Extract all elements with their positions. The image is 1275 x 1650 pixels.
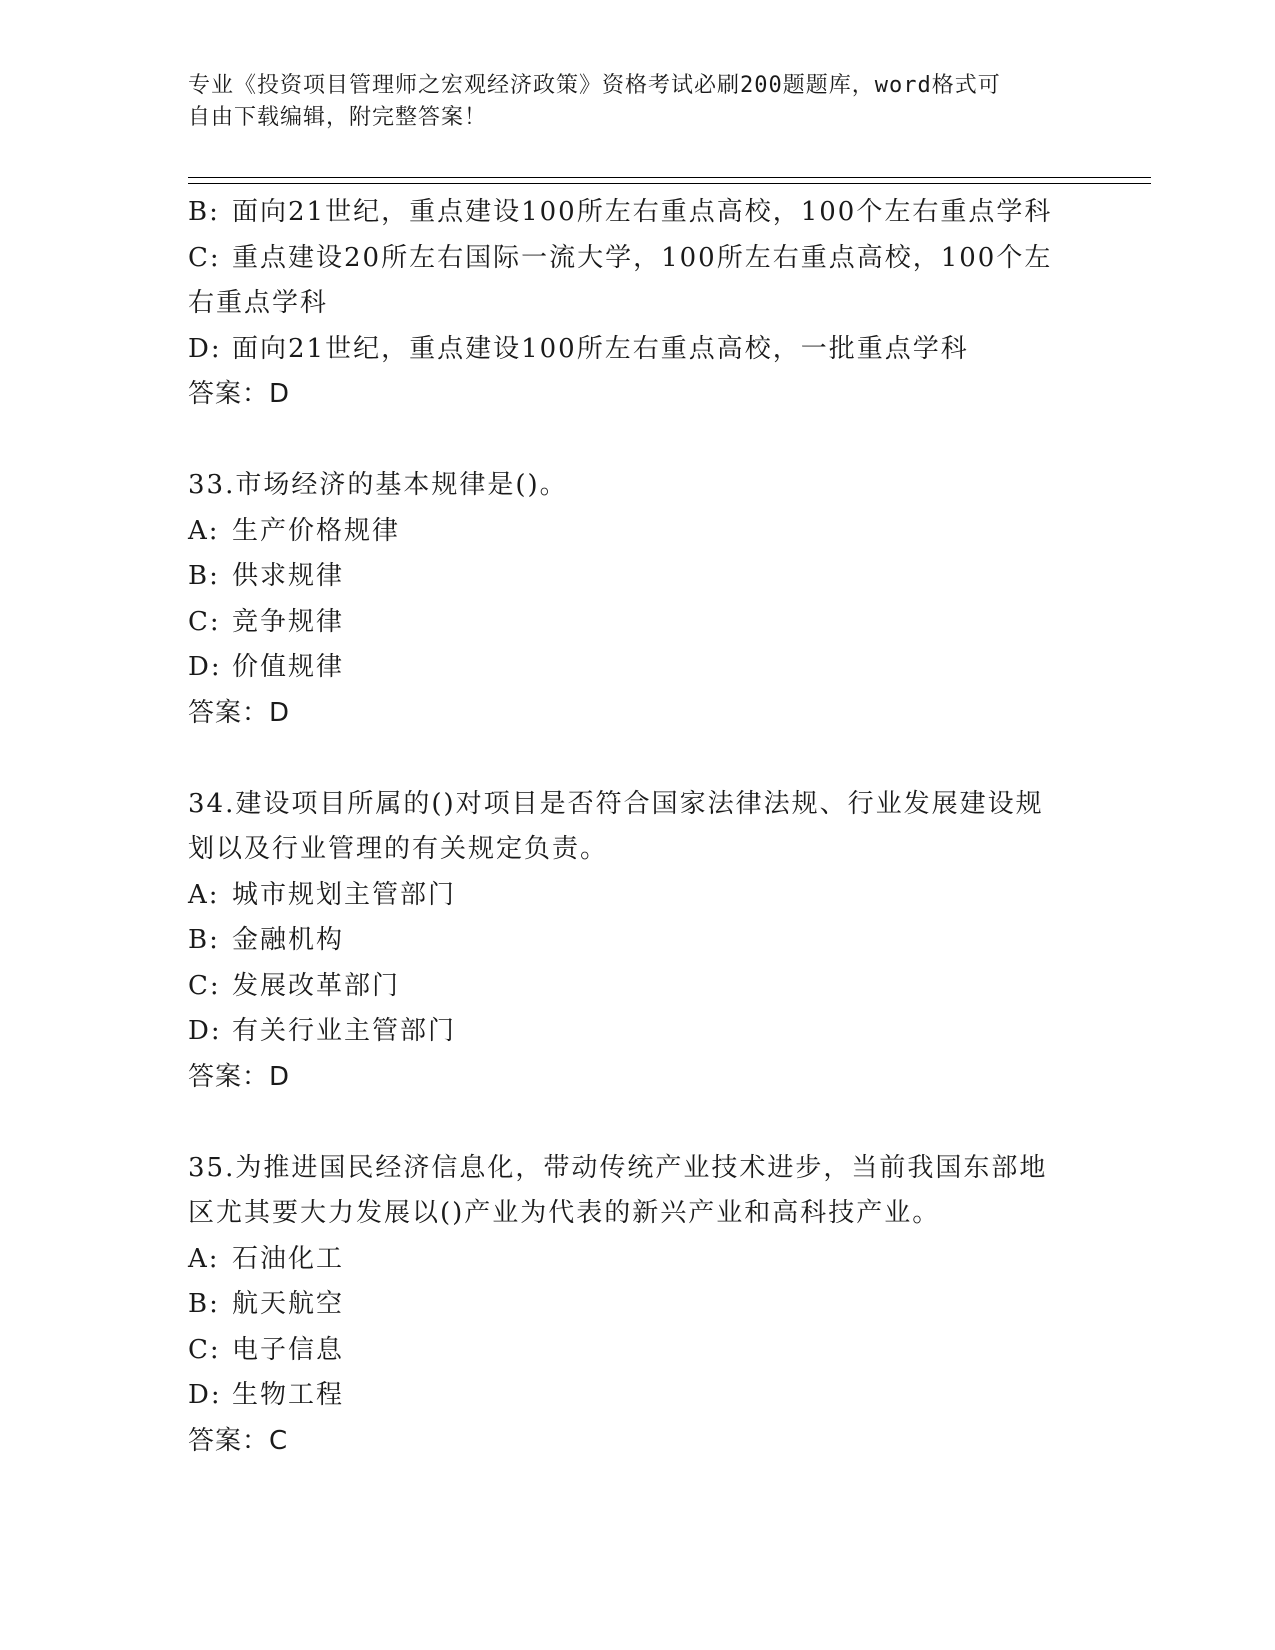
question-stem-line: 34.建设项目所属的()对项目是否符合国家法律法规、行业发展建设规 — [188, 788, 1044, 819]
option-d — [188, 645, 1088, 691]
question-stem-line: 划以及行业管理的有关规定负责。 — [188, 834, 609, 864]
option-text: 面向21世纪，重点建设100所左右重点高校，一批重点学科 — [232, 333, 969, 364]
option-a — [188, 1237, 1088, 1283]
option-key: A: — [188, 879, 220, 910]
question-block-35 — [188, 1146, 1088, 1465]
option-c — [188, 964, 1088, 1010]
option-key: A: — [188, 515, 220, 546]
option-text: 重点建设20所左右国际一流大学，100所左右重点高校，100个左 — [232, 242, 1053, 273]
question-block-34 — [188, 782, 1088, 1101]
answer-value: D — [269, 379, 291, 409]
option-text: 发展改革部门 — [232, 970, 401, 1001]
question-stem — [188, 463, 1088, 509]
option-key: C: — [188, 606, 221, 637]
spacer — [188, 418, 1088, 464]
option-text: 生产价格规律 — [232, 515, 401, 546]
question-list — [188, 190, 1088, 1464]
answer-label: 答案： — [188, 1061, 270, 1092]
question-stem-line: 33.市场经济的基本规律是()。 — [188, 470, 568, 500]
option-text: 生物工程 — [232, 1380, 345, 1410]
option-d — [188, 327, 1088, 373]
answer-label: 答案： — [188, 379, 270, 409]
option-text: 面向21世纪，重点建设100所左右重点高校，100个左右重点学科 — [232, 197, 1053, 227]
option-text: 石油化工 — [232, 1243, 345, 1274]
answer-label: 答案： — [188, 697, 270, 728]
document-header — [188, 70, 1068, 134]
option-text: 有关行业主管部门 — [232, 1016, 457, 1046]
option-key: A: — [188, 1243, 220, 1274]
option-key: C: — [188, 970, 221, 1001]
option-b — [188, 190, 1088, 236]
question-stem-line: 区尤其要大力发展以()产业为代表的新兴产业和高科技产业。 — [188, 1198, 941, 1228]
question-stem — [188, 782, 1088, 873]
option-text: 金融机构 — [232, 925, 345, 955]
option-key: D: — [188, 652, 222, 682]
header-line-2: 自由下载编辑，附完整答案！ — [188, 105, 488, 130]
question-block-33 — [188, 463, 1088, 736]
option-key: B: — [188, 925, 220, 955]
question-stem-line: 35.为推进国民经济信息化，带动传统产业技术进步，当前我国东部地 — [188, 1152, 1048, 1183]
answer-line — [188, 1055, 1088, 1101]
option-a — [188, 509, 1088, 555]
option-key: C: — [188, 242, 221, 273]
option-key: B: — [188, 197, 220, 227]
option-text: 电子信息 — [232, 1334, 345, 1365]
option-c — [188, 236, 1088, 282]
answer-line — [188, 372, 1088, 418]
option-key: D: — [188, 333, 222, 364]
option-key: B: — [188, 1289, 220, 1319]
option-d — [188, 1373, 1088, 1419]
answer-value: D — [269, 697, 291, 728]
question-stem — [188, 1146, 1088, 1237]
option-b — [188, 1282, 1088, 1328]
option-text: 供求规律 — [232, 561, 345, 591]
option-b — [188, 918, 1088, 964]
option-key: D: — [188, 1016, 222, 1046]
spacer — [188, 1100, 1088, 1146]
answer-line — [188, 691, 1088, 737]
option-key: B: — [188, 561, 220, 591]
option-key: D: — [188, 1380, 222, 1410]
question-block-32 — [188, 190, 1088, 418]
option-c-continuation: 右重点学科 — [188, 288, 329, 318]
option-text: 价值规律 — [232, 652, 345, 682]
option-text: 竞争规律 — [232, 606, 345, 637]
option-d — [188, 1009, 1088, 1055]
header-line-1: 专业《投资项目管理师之宏观经济政策》资格考试必刷200题题库，word格式可 — [188, 73, 1001, 98]
option-a — [188, 873, 1088, 919]
header-rule-top — [188, 177, 1151, 178]
answer-label: 答案： — [188, 1425, 270, 1456]
spacer — [188, 736, 1088, 782]
header-rule-bottom — [188, 183, 1151, 184]
option-b — [188, 554, 1088, 600]
option-text: 航天航空 — [232, 1289, 345, 1319]
option-text: 城市规划主管部门 — [232, 879, 457, 910]
option-c — [188, 600, 1088, 646]
answer-value: D — [269, 1061, 291, 1092]
answer-line — [188, 1419, 1088, 1465]
option-key: C: — [188, 1334, 221, 1365]
answer-value: C — [269, 1425, 289, 1456]
option-c — [188, 1328, 1088, 1374]
